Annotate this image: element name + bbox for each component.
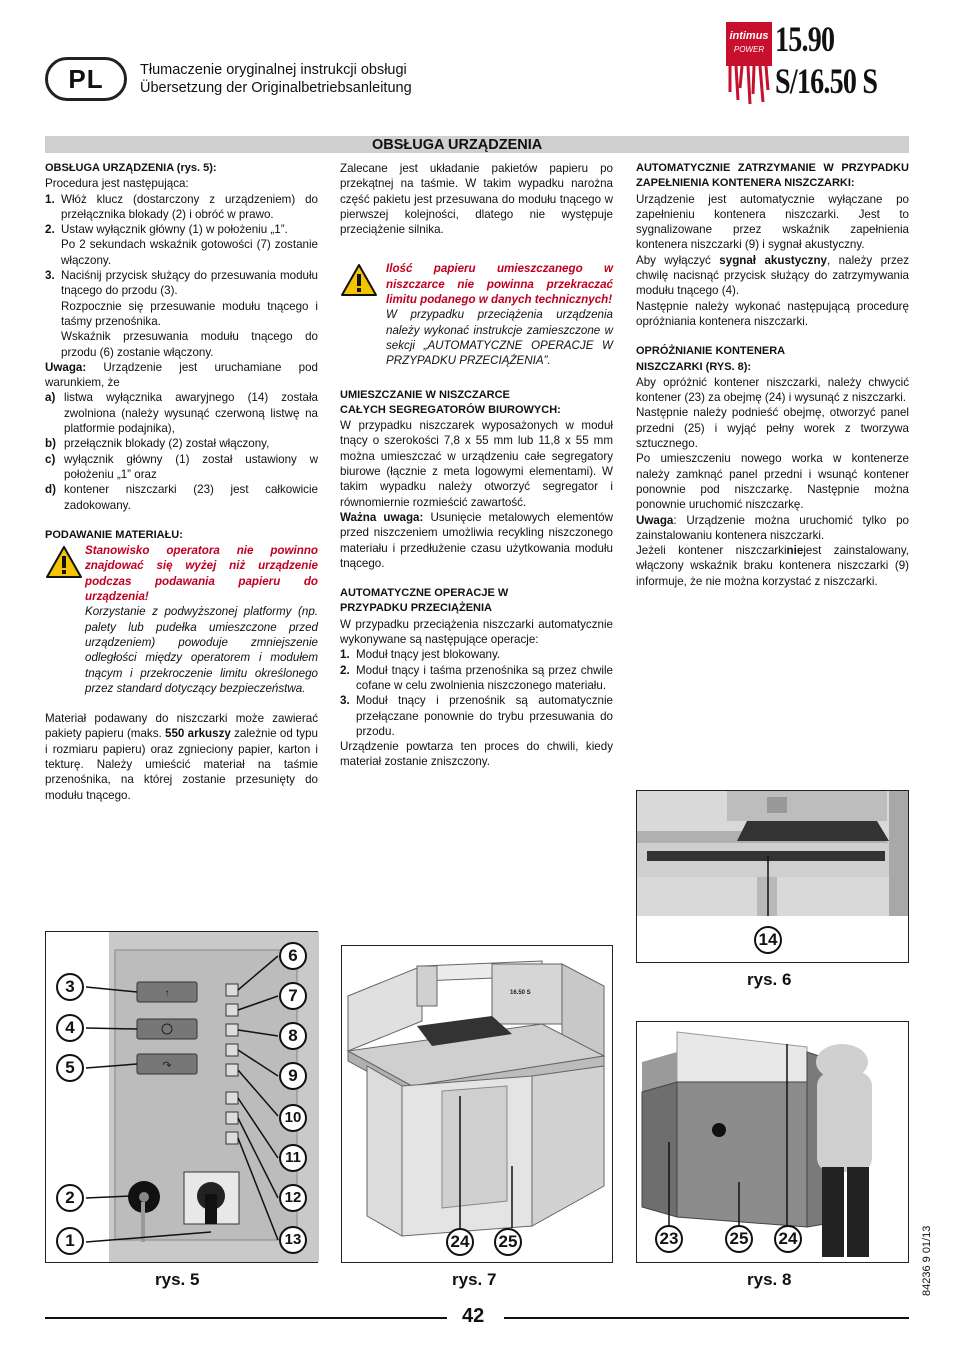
warning-red-text: Ilość papieru umieszczanego w niszczarce nie powinna przekraczać limitu podanego w danych technicznych!: [386, 262, 613, 307]
callout-11: 11: [279, 1144, 307, 1172]
callout-9: 9: [279, 1062, 307, 1090]
heading-binders-2: CAŁYCH SEGREGATORÓW BIUROWYCH:: [340, 403, 561, 416]
section-title: OBSŁUGA URZĄDZENIA: [372, 137, 543, 153]
callout-3: 3: [56, 973, 84, 1001]
svg-text:↷: ↷: [162, 1060, 172, 1072]
callout-6: 6: [279, 942, 307, 970]
binders-paragraph: W przypadku niszczarek wyposażonych w moduł tnący o szerokości 7,8 x 55 mm lub 11,8 x 55 mm można umieszczać w urządzeniu całe segregatory biurowe (łącznie z meta logowymi elementami). W takim wypadku należy otworzyć segregator i równomiernie rozmieścić zawartość.: [340, 419, 613, 509]
figure-5-label: rys. 5: [155, 1270, 200, 1289]
no-container-paragraph: Jeżeli kontener niszczarkiniejest zainstalowany, włączony wskaźnik braku kontenera niszczarki (9) informuje, że nie można korzystać z niszczarki.: [636, 544, 909, 588]
figure-6-label: rys. 6: [747, 970, 792, 989]
cond-b: b) przełącznik blokady (2) został włączony,: [45, 437, 270, 451]
callout-14: 14: [754, 926, 782, 954]
callout-2: 2: [56, 1184, 84, 1212]
brand-subtext: POWER: [733, 45, 765, 54]
heading-empty-2: NISZCZARKI (RYS. 8):: [636, 360, 752, 373]
callout-13: 13: [279, 1226, 307, 1254]
warning-italic-text: W przypadku przeciążenia urządzenia należy wykonać instrukcje zamieszczone w sekcji „AUTOMATYCZNE OPERACJE W PRZYPADKU PRZECIĄŻENIA”.: [386, 308, 613, 368]
callout-8: 8: [279, 1022, 307, 1050]
step-3-note: Rozpocznie się przesuwanie modułu tnącego i taśmy przenośnika.: [61, 299, 318, 328]
column-3: [636, 161, 909, 589]
empty-paragraph-3: Po umieszczeniu nowego worka w kontenerze należy zamknąć panel przedni i wsunąć kontener ponownie pod niszczarkę. Następnie można ponownie uruchomić niszczarkę.: [636, 452, 909, 512]
diagonal-paragraph: Zalecane jest układanie pakietów papieru po przekątnej na taśmie. W takim wypadku narożna część pakietu jest przesuwana do modułu tnącego w pierwszej kolejności, dlatego nie występuje przeciążenie silnika.: [340, 162, 613, 237]
figure-6: [636, 790, 909, 963]
footer-line-left: [45, 1317, 447, 1319]
step-3-note-2: Wskaźnik przesuwania modułu tnącego do przodu (6) zostanie włączony.: [61, 330, 318, 359]
intimus-logo: [726, 22, 772, 108]
svg-text:↑: ↑: [164, 988, 170, 999]
callout-24: 24: [446, 1228, 474, 1256]
empty-paragraph-1: Aby opróżnić kontener niszczarki, należy chwycić kontener (23) za obejmę (24) i wysunąć z niszczarki.: [636, 375, 909, 405]
callout-4: 4: [56, 1014, 84, 1042]
auto-stop-paragraph: Urządzenie jest automatycznie wyłączane po zapełnieniu kontenera niszczarki. Jest to sygnalizowane przez wskaźnik zapełnienia kontenera niszczarki (9) i sygnał akustyczny.: [636, 192, 909, 252]
document-id: 84236 9 01/13: [921, 1225, 933, 1296]
figure-5: [45, 931, 318, 1263]
warning-block-2: [340, 261, 613, 368]
step-2: 2. Ustaw wyłącznik główny (1) w położeniu „1”.: [45, 223, 288, 237]
heading-auto-stop: AUTOMATYCZNIE ZATRZYMANIE W PRZYPADKU ZAPEŁNIENIA KONTENERA NISZCZARKI:: [636, 162, 909, 190]
heading-overload: AUTOMATYCZNE OPERACJE W: [340, 587, 509, 600]
cond-d: d) kontener niszczarki (23) jest całkowicie zadokowany.: [45, 483, 318, 512]
callout-10: 10: [279, 1104, 307, 1132]
overload-step-3: 3. Moduł tnący i przenośnik są automatycznie przełączane ponownie do trybu przesuwania do przodu.: [340, 694, 613, 738]
container-photo: [637, 1022, 908, 1262]
footer-line-right: [504, 1317, 909, 1319]
callout-23: 23: [655, 1225, 683, 1253]
page-number: 42: [462, 1305, 485, 1327]
column-2: [340, 161, 613, 770]
overload-paragraph: W przypadku przeciążenia niszczarki automatycznie wykonywane są następujące operacje:: [340, 617, 613, 647]
heading-feeding: PODAWANIE MATERIAŁU:: [45, 528, 183, 541]
figure-7-label: rys. 7: [452, 1270, 497, 1289]
shredder-photo: [342, 946, 612, 1262]
warning-italic-text: Korzystanie z podwyższonej platformy (np. palety lub pudełka umieszczone przed urządzeniem) powoduje zmniejszenie odległości między operatorem i modułem tnącym i przekroczenie limitu określonego przez standard dotyczący bezpieczeństwa.: [85, 605, 318, 695]
warning-block-1: [45, 543, 318, 696]
callout-25: 25: [725, 1225, 753, 1253]
heading-operation: OBSŁUGA URZĄDZENIA (rys. 5):: [45, 162, 217, 174]
figure-7: [341, 945, 613, 1263]
warning-icon: [340, 261, 386, 368]
machine-label: 16.50 S: [510, 990, 531, 996]
figure-5-leader-lines: [46, 932, 319, 1264]
heading-empty: OPRÓŻNIANIE KONTENERA: [636, 345, 786, 358]
uwaga-note: Uwaga: Urządzenie jest uruchamiane pod warunkiem, że: [45, 360, 318, 390]
callout-5: 5: [56, 1054, 84, 1082]
heading-binders: UMIESZCZANIE W NISZCZARCE: [340, 388, 510, 401]
step-3: 3. Naciśnij przycisk służący do przesuwania modułu tnącego do przodu (3).: [45, 269, 318, 298]
language-badge: PL: [45, 57, 127, 101]
feeding-paragraph: Materiał podawany do niszczarki może zawierać pakiety papieru (maks. 550 arkuszy zależnie od typu i rozmiaru papieru) oraz zgnieciony papier, karton i tekturę. Należy umieścić materiał na taśmie przenośnika, na której zostanie przesunięty do modułu tnącego.: [45, 712, 318, 802]
warning-red-text: Stanowisko operatora nie powinno znajdować się wyżej niż urządzenie podczas podawania papieru do urządzenia!: [85, 544, 318, 604]
next-paragraph: Następnie należy wykonać następującą procedurę opróżniania kontenera niszczarki.: [636, 299, 909, 328]
intro-text: Procedura jest następująca:: [45, 177, 189, 191]
cond-c: c) wyłącznik główny (1) został ustawiony w położeniu „1” oraz: [45, 452, 318, 481]
acoustic-paragraph: Aby wyłączyć sygnał akustyczny, należy przez chwilę nacisnąć przycisk służący do zatrzymywania modułu tnącego (4).: [636, 253, 909, 298]
step-2-note: Po 2 sekundach wskaźnik gotowości (7) zostanie włączony.: [61, 238, 318, 267]
heading-overload-2: PRZYPADKU PRZECIĄŻENIA: [340, 602, 492, 615]
important-note: Ważna uwaga: Usunięcie metalowych elementów przed niszczeniem umożliwia recykling niszczonego materiału i przedłużenie czasu użytkowania modułu tnącego.: [340, 510, 613, 570]
brand-text: intimus: [729, 30, 769, 42]
figure-8-label: rys. 8: [747, 1270, 792, 1289]
cond-a: a) listwa wyłącznika awaryjnego (14) została zwolniona (należy wysunąć czerwoną listwę na platformie podajnika),: [45, 391, 318, 436]
header-line-de: Übersetzung der Originalbetriebsanleitung: [140, 80, 412, 96]
uwaga-paragraph: Uwaga: Urządzenie można uruchomić tylko po zainstalowaniu kontenera niszczarki.: [636, 513, 909, 542]
callout-1: 1: [56, 1227, 84, 1255]
figure-6-photo: [637, 791, 908, 916]
overload-step-1: 1. Moduł tnący jest blokowany.: [340, 648, 501, 662]
model-title: 15.90 S/16.50 S: [775, 19, 878, 101]
header-line-pl: Tłumaczenie oryginalnej instrukcji obsługi: [140, 62, 407, 78]
overload-repeat: Urządzenie powtarza ten proces do chwili, kiedy materiał zostanie zniszczony.: [340, 740, 613, 769]
callout-24: 24: [774, 1225, 802, 1253]
step-1: 1. Włóż klucz (dostarczony z urządzeniem) do przełącznika blokady (2) i obróć w prawo.: [45, 192, 318, 221]
callout-7: 7: [279, 982, 307, 1010]
overload-step-2: 2. Moduł tnący i taśma przenośnika są przez chwile cofane w celu zwolnienia niszczonego materiału.: [340, 663, 613, 692]
callout-25: 25: [494, 1228, 522, 1256]
warning-icon: [45, 543, 85, 696]
figure-8: [636, 1021, 909, 1263]
column-1: [45, 161, 318, 803]
empty-paragraph-2: Następnie należy podnieść obejmę, otworzyć panel przedni (25) i wyjąć pełny worek z tworzywa sztucznego.: [636, 406, 909, 451]
callout-12: 12: [279, 1184, 307, 1212]
